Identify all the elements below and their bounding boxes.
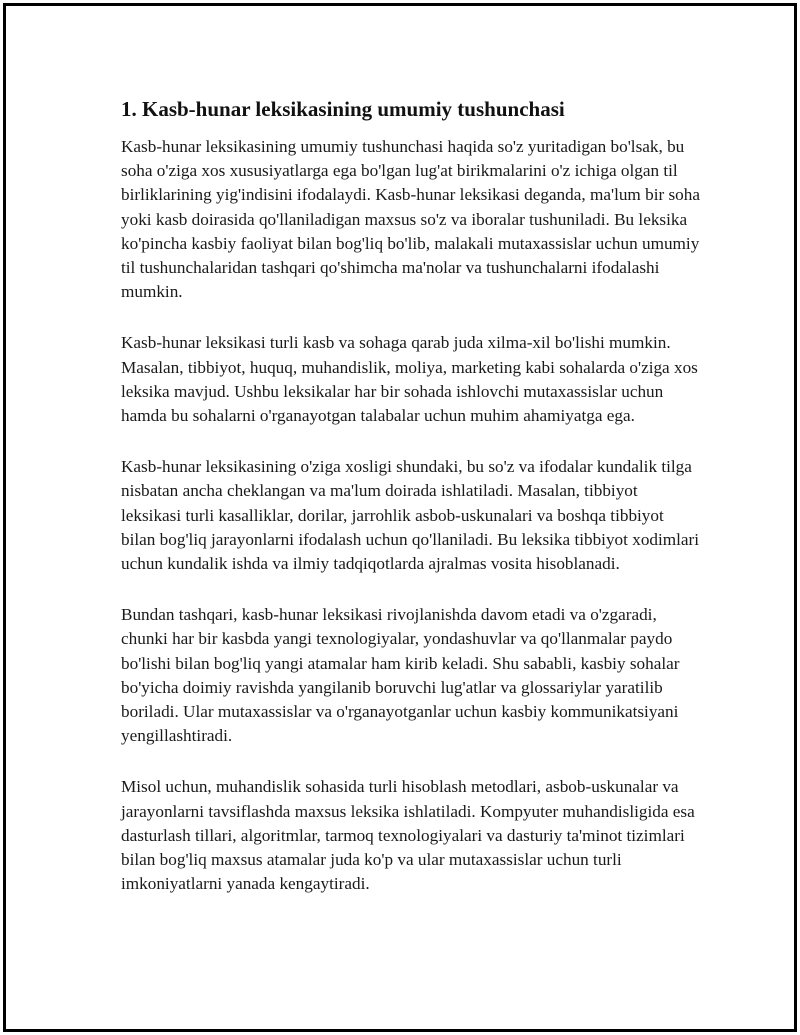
paragraph-5: Misol uchun, muhandislik sohasida turli hisoblash metodlari, asbob-uskunalar va jarayonlarni tavsiflashda maxsus leksika ishlatiladi. Kompyuter muhandisligida esa dasturlash tillari, algoritmlar, tarmoq texnologiyalari va dasturiy ta'minot tizimlari bilan bog'liq maxsus atamalar juda ko'p va ular mutaxassislar uchun turli imkoniyatlarni yanada kengaytiradi.: [121, 777, 695, 894]
paragraph-4: Bundan tashqari, kasb-hunar leksikasi rivojlanishda davom etadi va o'zgaradi, chunki har bir kasbda yangi texnologiyalar, yondashuvlar va qo'llanmalar paydo bo'lishi bilan bog'liq yangi atamalar ham kirib keladi. Shu sababli, kasbiy sohalar bo'yicha doimiy ravishda yangilanib boruvchi lug'atlar va glossariylar yaratilib boriladi. Ular mutaxassislar va o'rganayotganlar uchun kasbiy kommunikatsiyani yengillashtiradi.: [121, 605, 680, 746]
document-page: [3, 3, 797, 1032]
document-content: [121, 94, 701, 896]
section-title: 1. Kasb-hunar leksikasining umumiy tushunchasi: [121, 97, 565, 121]
paragraph-1: Kasb-hunar leksikasining umumiy tushunchasi haqida so'z yuritadigan bo'lsak, bu soha o'ziga xos xususiyatlarga ega bo'lgan lug'at birikmalarini o'z ichiga olgan til birliklarining yig'indisini ifodalaydi. Kasb-hunar leksikasi deganda, ma'lum bir soha yoki kasb doirasida qo'llaniladigan maxsus so'z va iboralar tushuniladi. Bu leksika ko'pincha kasbiy faoliyat bilan bog'liq bo'lib, malakali mutaxassislar uchun umumiy til tushunchalaridan tashqari qo'shimcha ma'nolar va tushunchalarni ifodalashi mumkin.: [121, 137, 700, 302]
paragraph-3: Kasb-hunar leksikasining o'ziga xosligi shundaki, bu so'z va ifodalar kundalik tilga nisbatan ancha cheklangan va ma'lum doirada ishlatiladi. Masalan, tibbiyot leksikasi turli kasalliklar, dorilar, jarrohlik asbob-uskunalari va boshqa tibbiyot bilan bog'liq jarayonlarni ifodalash uchun qo'llaniladi. Bu leksika tibbiyot xodimlari uchun kundalik ishda va ilmiy tadqiqotlarda ajralmas vosita hisoblanadi.: [121, 457, 700, 574]
paragraph-2: Kasb-hunar leksikasi turli kasb va sohaga qarab juda xilma-xil bo'lishi mumkin. Masalan, tibbiyot, huquq, muhandislik, moliya, marketing kabi sohalarda o'ziga xos leksika mavjud. Ushbu leksikalar har bir sohada ishlovchi mutaxassislar uchun hamda bu sohalarni o'rganayotgan talabalar uchun muhim ahamiyatga ega.: [121, 333, 698, 426]
